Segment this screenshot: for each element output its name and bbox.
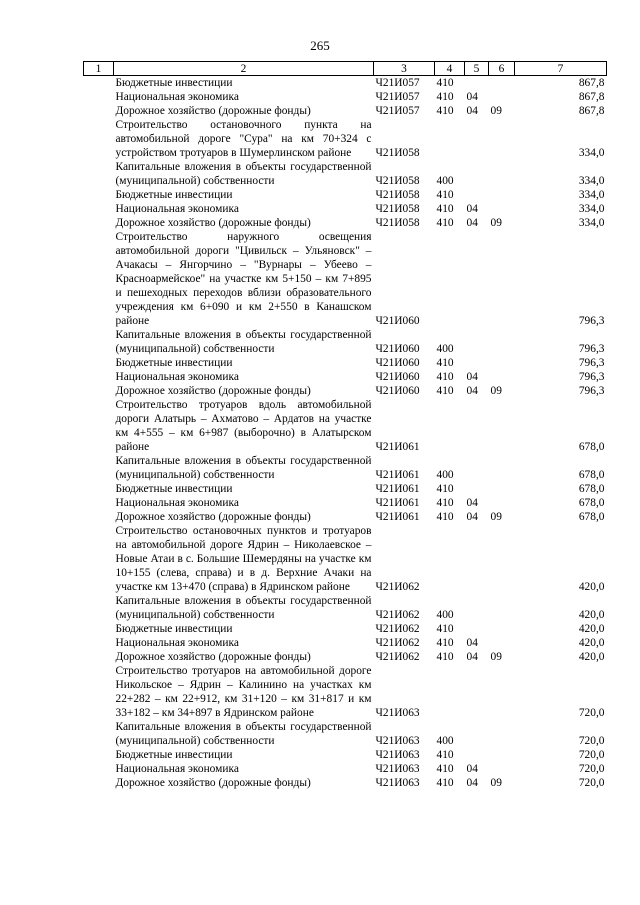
expense-type-code: 410 bbox=[436, 749, 454, 761]
table-row bbox=[84, 90, 607, 104]
target-article-code: Ч21И061 bbox=[375, 441, 420, 453]
amount-value: 720,0 bbox=[578, 777, 605, 789]
cell-blank bbox=[84, 524, 114, 594]
subsection-code bbox=[489, 524, 515, 594]
section-code bbox=[465, 118, 489, 160]
amount-value: 796,3 bbox=[578, 357, 605, 369]
amount-value: 334,0 bbox=[578, 175, 605, 187]
section-code: 04 bbox=[466, 105, 478, 117]
subsection-code: 09 bbox=[490, 511, 502, 523]
target-article-code: Ч21И061 bbox=[375, 511, 420, 523]
cell-blank bbox=[84, 76, 114, 91]
amount-value: 720,0 bbox=[578, 763, 605, 775]
cell-blank bbox=[84, 510, 114, 524]
expense-type-code: 410 bbox=[436, 189, 454, 201]
row-name: Национальная экономика bbox=[115, 497, 239, 509]
cell-blank bbox=[84, 356, 114, 370]
column-header-4: 4 bbox=[435, 62, 465, 76]
row-name: Капитальные вложения в объекты государственной (муниципальной) собственности bbox=[115, 161, 372, 187]
amount-value: 334,0 bbox=[578, 147, 605, 159]
table-row bbox=[84, 636, 607, 650]
target-article-code: Ч21И063 bbox=[375, 763, 420, 775]
row-name: Дорожное хозяйство (дорожные фонды) bbox=[115, 511, 311, 523]
row-name: Строительство наружного освещения автомобильной дороги "Цивильск – Ульяновск" – Ачакасы – Янгорчино – "Вурнары – Убеево – Красноармейское" на участке км 5+150 – км 7+895 и пешеходных переходов вблизи образовательного учреждения км 6+090 и км 2+550 в Канашском районе bbox=[115, 231, 372, 327]
table-row bbox=[84, 104, 607, 118]
table-row bbox=[84, 524, 607, 594]
subsection-code bbox=[489, 622, 515, 636]
table-row bbox=[84, 748, 607, 762]
table-row bbox=[84, 622, 607, 636]
row-name: Капитальные вложения в объекты государственной (муниципальной) собственности bbox=[115, 455, 372, 481]
target-article-code: Ч21И062 bbox=[375, 637, 420, 649]
cell-blank bbox=[84, 664, 114, 720]
subsection-code bbox=[489, 454, 515, 482]
section-code bbox=[465, 454, 489, 482]
row-name: Национальная экономика bbox=[115, 91, 239, 103]
section-code bbox=[465, 160, 489, 188]
table-row bbox=[84, 118, 607, 160]
cell-blank bbox=[84, 776, 114, 790]
expense-type-code: 410 bbox=[436, 763, 454, 775]
cell-blank bbox=[84, 202, 114, 216]
table-row bbox=[84, 160, 607, 188]
target-article-code: Ч21И060 bbox=[375, 357, 420, 369]
subsection-code bbox=[489, 748, 515, 762]
subsection-code bbox=[489, 328, 515, 356]
section-code bbox=[465, 328, 489, 356]
amount-value: 678,0 bbox=[578, 469, 605, 481]
amount-value: 796,3 bbox=[578, 315, 605, 327]
section-code bbox=[465, 230, 489, 328]
expense-type-code bbox=[435, 524, 465, 594]
expense-type-code bbox=[435, 230, 465, 328]
section-code: 04 bbox=[466, 777, 478, 789]
section-code: 04 bbox=[466, 763, 478, 775]
table-row bbox=[84, 720, 607, 748]
amount-value: 867,8 bbox=[578, 91, 605, 103]
row-name: Дорожное хозяйство (дорожные фонды) bbox=[115, 651, 311, 663]
expense-type-code: 410 bbox=[436, 777, 454, 789]
target-article-code: Ч21И058 bbox=[375, 203, 420, 215]
header-row bbox=[84, 62, 607, 76]
table-row bbox=[84, 202, 607, 216]
section-code: 04 bbox=[466, 637, 478, 649]
target-article-code: Ч21И058 bbox=[375, 175, 420, 187]
section-code bbox=[465, 622, 489, 636]
column-header-3: 3 bbox=[374, 62, 435, 76]
table-row bbox=[84, 328, 607, 356]
amount-value: 796,3 bbox=[578, 385, 605, 397]
target-article-code: Ч21И062 bbox=[375, 581, 420, 593]
target-article-code: Ч21И057 bbox=[375, 77, 420, 89]
amount-value: 334,0 bbox=[578, 217, 605, 229]
subsection-code bbox=[489, 230, 515, 328]
cell-blank bbox=[84, 398, 114, 454]
target-article-code: Ч21И063 bbox=[375, 749, 420, 761]
expense-type-code: 410 bbox=[436, 91, 454, 103]
target-article-code: Ч21И060 bbox=[375, 315, 420, 327]
subsection-code bbox=[489, 76, 515, 91]
expense-type-code: 410 bbox=[436, 357, 454, 369]
row-name: Капитальные вложения в объекты государственной (муниципальной) собственности bbox=[115, 329, 372, 355]
table-row bbox=[84, 496, 607, 510]
section-code bbox=[465, 356, 489, 370]
table-row bbox=[84, 664, 607, 720]
amount-value: 720,0 bbox=[578, 735, 605, 747]
cell-blank bbox=[84, 230, 114, 328]
target-article-code: Ч21И060 bbox=[375, 371, 420, 383]
table-row bbox=[84, 454, 607, 482]
amount-value: 334,0 bbox=[578, 189, 605, 201]
row-name: Бюджетные инвестиции bbox=[115, 749, 233, 761]
subsection-code bbox=[489, 356, 515, 370]
cell-blank bbox=[84, 496, 114, 510]
column-header-5: 5 bbox=[465, 62, 489, 76]
table-row bbox=[84, 370, 607, 384]
section-code bbox=[465, 720, 489, 748]
cell-blank bbox=[84, 188, 114, 202]
expense-type-code: 410 bbox=[436, 497, 454, 509]
subsection-code: 09 bbox=[490, 105, 502, 117]
amount-value: 678,0 bbox=[578, 441, 605, 453]
section-code: 04 bbox=[466, 217, 478, 229]
expense-type-code: 410 bbox=[436, 203, 454, 215]
amount-value: 720,0 bbox=[578, 707, 605, 719]
subsection-code: 09 bbox=[490, 217, 502, 229]
table-row bbox=[84, 594, 607, 622]
expense-type-code: 410 bbox=[436, 217, 454, 229]
section-code: 04 bbox=[466, 371, 478, 383]
expense-type-code: 410 bbox=[436, 651, 454, 663]
cell-blank bbox=[84, 90, 114, 104]
target-article-code: Ч21И058 bbox=[375, 147, 420, 159]
target-article-code: Ч21И061 bbox=[375, 497, 420, 509]
subsection-code bbox=[489, 720, 515, 748]
subsection-code bbox=[489, 594, 515, 622]
expense-type-code: 410 bbox=[436, 385, 454, 397]
expense-type-code: 410 bbox=[436, 77, 454, 89]
expense-type-code: 400 bbox=[436, 469, 454, 481]
expense-type-code: 410 bbox=[436, 105, 454, 117]
target-article-code: Ч21И057 bbox=[375, 91, 420, 103]
section-code bbox=[465, 398, 489, 454]
cell-blank bbox=[84, 762, 114, 776]
cell-blank bbox=[84, 104, 114, 118]
section-code bbox=[465, 594, 489, 622]
row-name: Капитальные вложения в объекты государственной (муниципальной) собственности bbox=[115, 595, 372, 621]
amount-value: 867,8 bbox=[578, 77, 605, 89]
amount-value: 420,0 bbox=[578, 609, 605, 621]
expense-type-code: 400 bbox=[436, 609, 454, 621]
budget-table bbox=[83, 61, 607, 790]
amount-value: 720,0 bbox=[578, 749, 605, 761]
table-row bbox=[84, 510, 607, 524]
section-code: 04 bbox=[466, 511, 478, 523]
table-row bbox=[84, 650, 607, 664]
target-article-code: Ч21И060 bbox=[375, 343, 420, 355]
subsection-code bbox=[489, 202, 515, 216]
expense-type-code: 410 bbox=[436, 637, 454, 649]
subsection-code bbox=[489, 90, 515, 104]
table-row bbox=[84, 384, 607, 398]
row-name: Строительство тротуаров вдоль автомобильной дороги Алатырь – Ахматово – Ардатов на участке км 4+555 – км 6+987 (выборочно) в Алатырском районе bbox=[115, 399, 372, 453]
target-article-code: Ч21И061 bbox=[375, 483, 420, 495]
subsection-code bbox=[489, 664, 515, 720]
subsection-code: 09 bbox=[490, 777, 502, 789]
table-row bbox=[84, 776, 607, 790]
cell-blank bbox=[84, 118, 114, 160]
expense-type-code: 400 bbox=[436, 175, 454, 187]
target-article-code: Ч21И058 bbox=[375, 189, 420, 201]
expense-type-code bbox=[435, 664, 465, 720]
expense-type-code: 410 bbox=[436, 371, 454, 383]
target-article-code: Ч21И063 bbox=[375, 777, 420, 789]
target-article-code: Ч21И057 bbox=[375, 105, 420, 117]
section-code: 04 bbox=[466, 203, 478, 215]
cell-blank bbox=[84, 748, 114, 762]
expense-type-code: 410 bbox=[436, 623, 454, 635]
cell-blank bbox=[84, 328, 114, 356]
cell-blank bbox=[84, 594, 114, 622]
row-name: Национальная экономика bbox=[115, 371, 239, 383]
amount-value: 420,0 bbox=[578, 651, 605, 663]
row-name: Национальная экономика bbox=[115, 203, 239, 215]
amount-value: 796,3 bbox=[578, 371, 605, 383]
expense-type-code: 410 bbox=[436, 511, 454, 523]
row-name: Бюджетные инвестиции bbox=[115, 623, 233, 635]
row-name: Капитальные вложения в объекты государственной (муниципальной) собственности bbox=[115, 721, 372, 747]
cell-blank bbox=[84, 370, 114, 384]
column-header-7: 7 bbox=[515, 62, 607, 76]
amount-value: 796,3 bbox=[578, 343, 605, 355]
amount-value: 678,0 bbox=[578, 497, 605, 509]
table-row bbox=[84, 216, 607, 230]
target-article-code: Ч21И063 bbox=[375, 735, 420, 747]
amount-value: 867,8 bbox=[578, 105, 605, 117]
expense-type-code bbox=[435, 398, 465, 454]
row-name: Национальная экономика bbox=[115, 637, 239, 649]
target-article-code: Ч21И060 bbox=[375, 385, 420, 397]
subsection-code bbox=[489, 398, 515, 454]
row-name: Бюджетные инвестиции bbox=[115, 77, 233, 89]
subsection-code bbox=[489, 118, 515, 160]
expense-type-code: 400 bbox=[436, 343, 454, 355]
column-header-1: 1 bbox=[84, 62, 114, 76]
row-name: Дорожное хозяйство (дорожные фонды) bbox=[115, 777, 311, 789]
section-code bbox=[465, 188, 489, 202]
cell-blank bbox=[84, 720, 114, 748]
target-article-code: Ч21И063 bbox=[375, 707, 420, 719]
row-name: Строительство остановочного пункта на автомобильной дороге "Сура" на км 70+324 с устройством тротуаров в Шумерлинском районе bbox=[115, 119, 372, 159]
row-name: Бюджетные инвестиции bbox=[115, 483, 233, 495]
table-row bbox=[84, 76, 607, 91]
row-name: Дорожное хозяйство (дорожные фонды) bbox=[115, 105, 311, 117]
cell-blank bbox=[84, 622, 114, 636]
amount-value: 678,0 bbox=[578, 511, 605, 523]
row-name: Национальная экономика bbox=[115, 763, 239, 775]
expense-type-code: 400 bbox=[436, 735, 454, 747]
table-body bbox=[84, 76, 607, 791]
table-row bbox=[84, 482, 607, 496]
row-name: Строительство остановочных пунктов и тротуаров на автомобильной дороге Ядрин – Николаевское – Новые Атаи в с. Большие Шемердяны на участке км 10+155 (слева, справа) и в д. Верхние Ачаки на участке км 13+470 (справа) в Ядринском районе bbox=[115, 525, 372, 593]
target-article-code: Ч21И062 bbox=[375, 623, 420, 635]
subsection-code bbox=[489, 496, 515, 510]
cell-blank bbox=[84, 482, 114, 496]
cell-blank bbox=[84, 160, 114, 188]
target-article-code: Ч21И062 bbox=[375, 651, 420, 663]
cell-blank bbox=[84, 384, 114, 398]
table-row bbox=[84, 356, 607, 370]
target-article-code: Ч21И061 bbox=[375, 469, 420, 481]
subsection-code bbox=[489, 370, 515, 384]
table-row bbox=[84, 230, 607, 328]
amount-value: 420,0 bbox=[578, 581, 605, 593]
subsection-code bbox=[489, 482, 515, 496]
section-code bbox=[465, 748, 489, 762]
subsection-code: 09 bbox=[490, 385, 502, 397]
section-code bbox=[465, 524, 489, 594]
section-code: 04 bbox=[466, 91, 478, 103]
table-header bbox=[84, 62, 607, 76]
subsection-code bbox=[489, 762, 515, 776]
column-header-2: 2 bbox=[114, 62, 374, 76]
row-name: Строительство тротуаров на автомобильной дороге Никольское – Ядрин – Калинино на участках км 22+282 – км 22+912, км 31+120 – км 31+817 и км 33+182 – км 34+897 в Ядринском районе bbox=[115, 665, 372, 719]
subsection-code bbox=[489, 160, 515, 188]
section-code bbox=[465, 76, 489, 91]
section-code: 04 bbox=[466, 497, 478, 509]
subsection-code bbox=[489, 636, 515, 650]
table-row bbox=[84, 188, 607, 202]
target-article-code: Ч21И058 bbox=[375, 217, 420, 229]
section-code bbox=[465, 664, 489, 720]
subsection-code bbox=[489, 188, 515, 202]
column-header-6: 6 bbox=[489, 62, 515, 76]
amount-value: 420,0 bbox=[578, 637, 605, 649]
section-code: 04 bbox=[466, 385, 478, 397]
cell-blank bbox=[84, 650, 114, 664]
amount-value: 334,0 bbox=[578, 203, 605, 215]
row-name: Дорожное хозяйство (дорожные фонды) bbox=[115, 385, 311, 397]
cell-blank bbox=[84, 454, 114, 482]
amount-value: 420,0 bbox=[578, 623, 605, 635]
table-row bbox=[84, 762, 607, 776]
row-name: Бюджетные инвестиции bbox=[115, 189, 233, 201]
table-row bbox=[84, 398, 607, 454]
page-number: 265 bbox=[310, 38, 330, 53]
amount-value: 678,0 bbox=[578, 483, 605, 495]
row-name: Бюджетные инвестиции bbox=[115, 357, 233, 369]
cell-blank bbox=[84, 216, 114, 230]
section-code: 04 bbox=[466, 651, 478, 663]
target-article-code: Ч21И062 bbox=[375, 609, 420, 621]
expense-type-code: 410 bbox=[436, 483, 454, 495]
expense-type-code bbox=[435, 118, 465, 160]
cell-blank bbox=[84, 636, 114, 650]
subsection-code: 09 bbox=[490, 651, 502, 663]
row-name: Дорожное хозяйство (дорожные фонды) bbox=[115, 217, 311, 229]
section-code bbox=[465, 482, 489, 496]
